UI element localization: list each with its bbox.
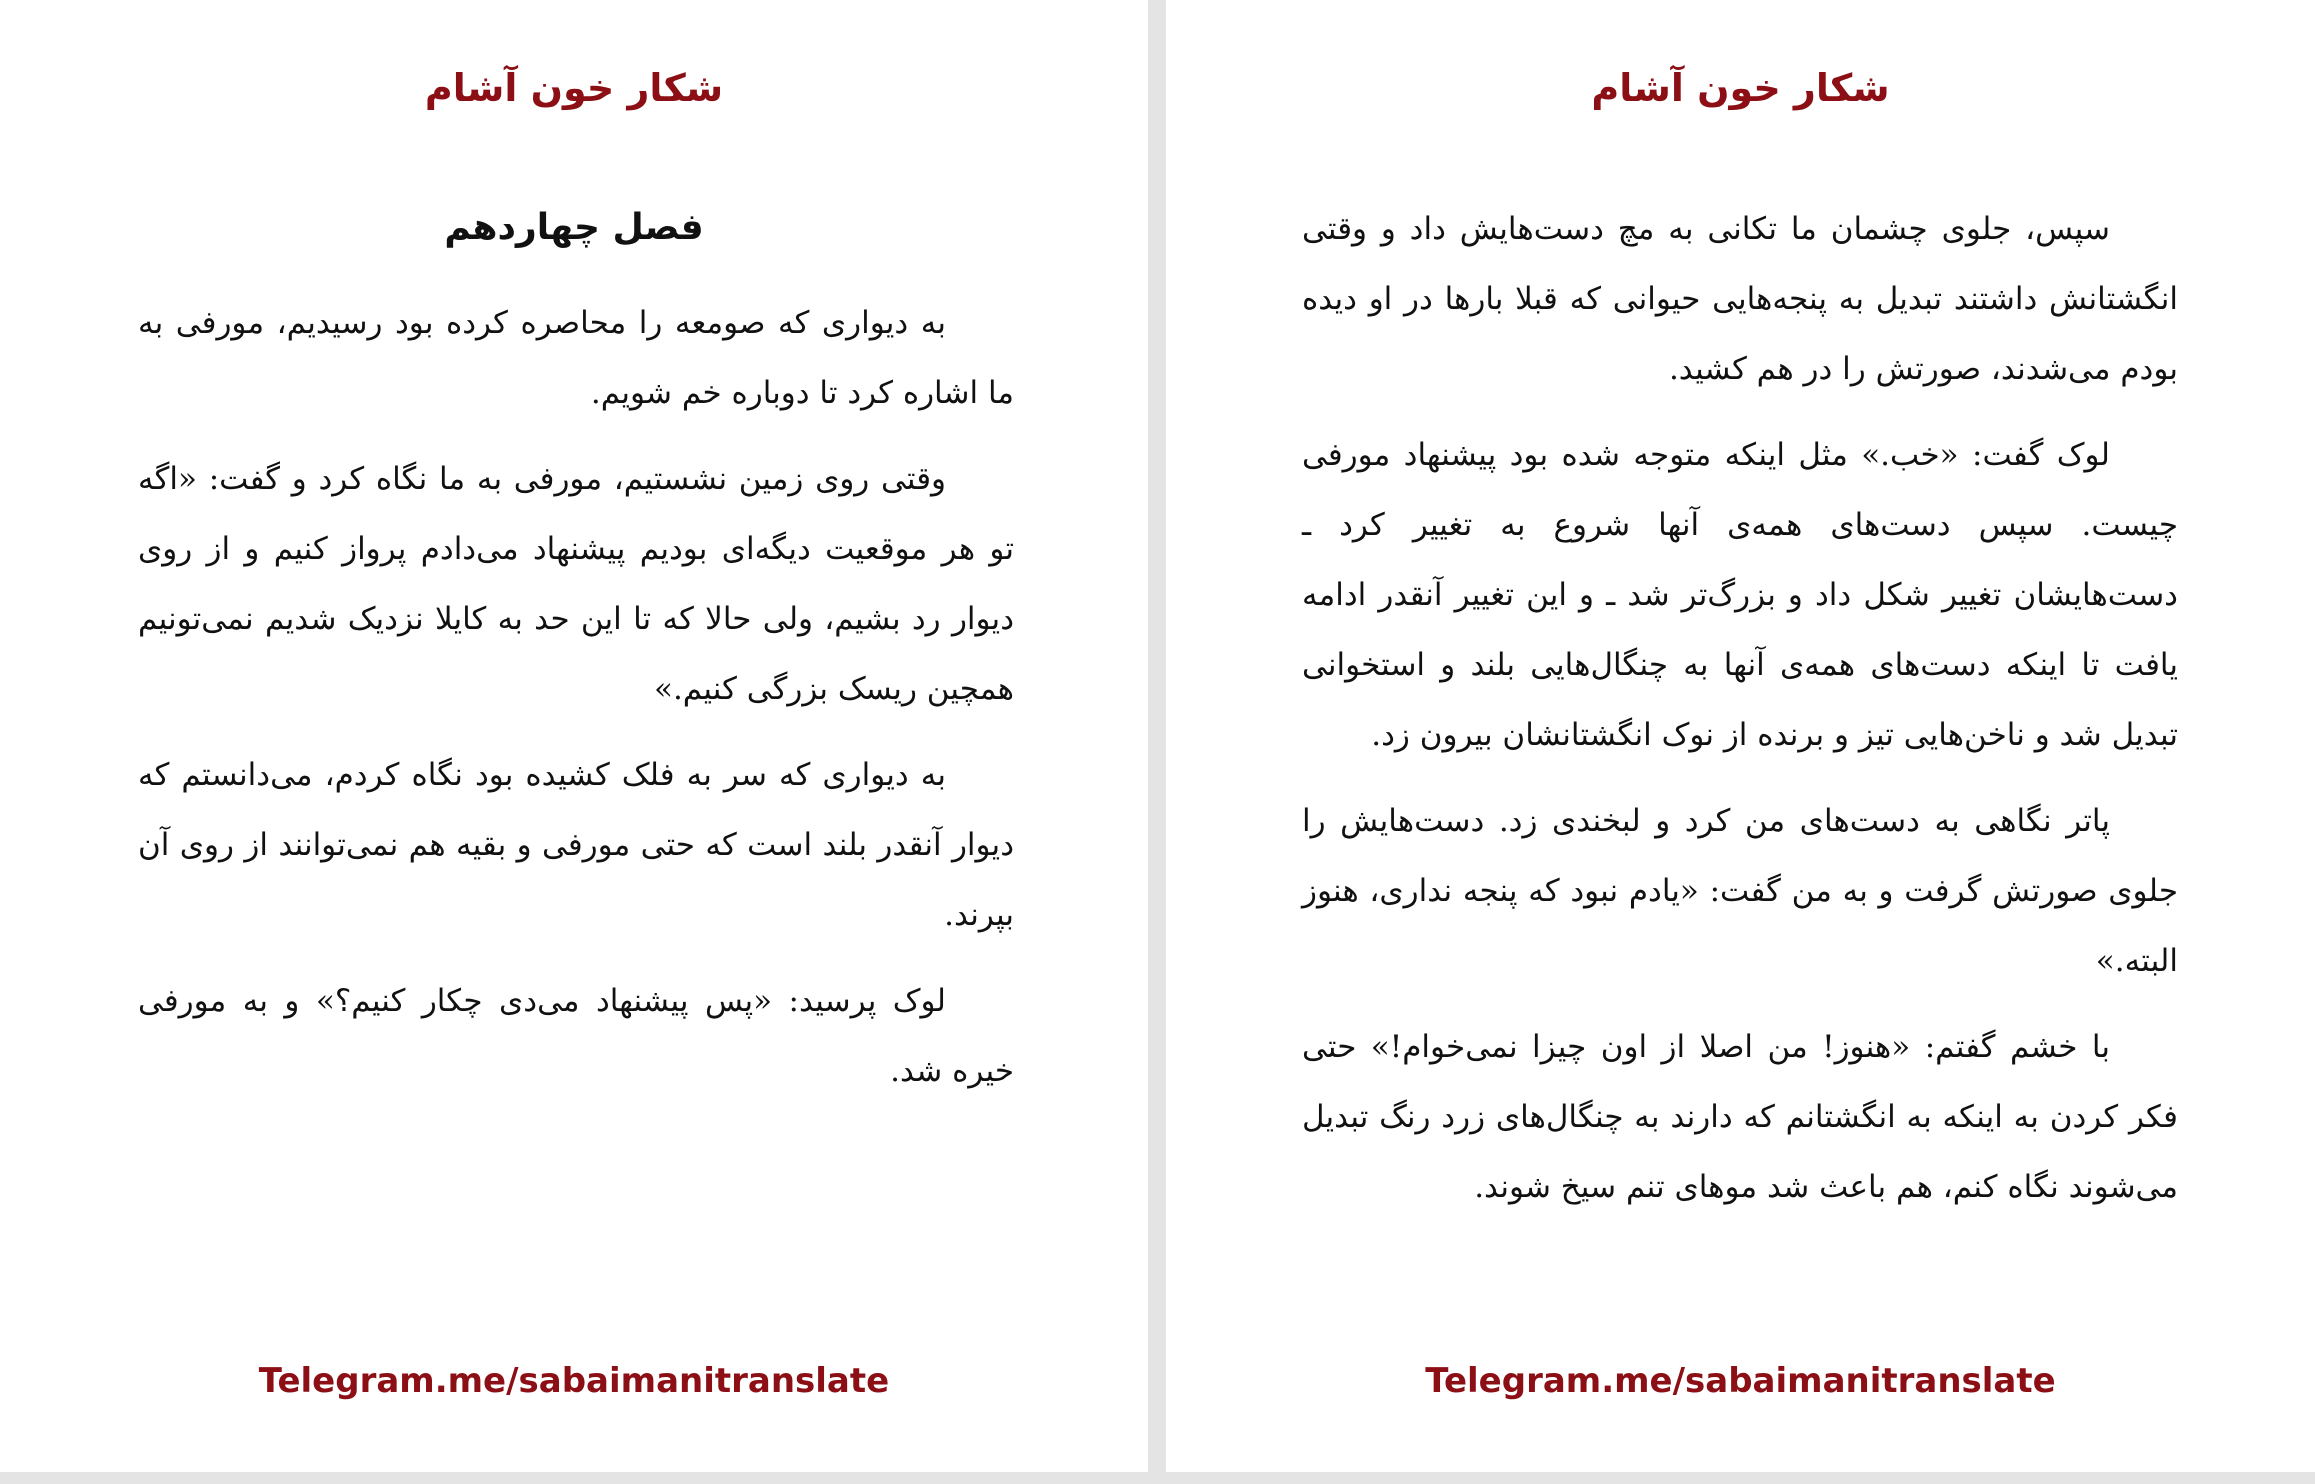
page-footer-link: Telegram.me/sabaimanitranslate — [258, 1361, 890, 1401]
page-header: شکار خون آشام — [1591, 66, 1890, 110]
paragraph: وقتی روی زمین نشستیم، مورفی به ما نگاه کرد و گفت: «اگه تو هر موقعیت دیگه‌ای بودیم پیشنهاد می‌دادم پرواز کنیم و از روی دیوار رد بشیم، ولی حالا که تا این حد به کایلا نزدیک شدیم نمی‌تونیم همچین ریسک بزرگی کنیم.» — [138, 461, 1014, 707]
paragraph: لوک گفت: «خب.» مثل اینکه متوجه شده بود پیشنهاد مورفی چیست. سپس دست‌های همه‌ی آنها شروع به تغییر کرد ـ دست‌هایشان تغییر شکل داد و بزرگ‌تر شد ـ و این تغییر آنقدر ادامه یافت تا اینکه دست‌های همه‌ی آنها به چنگال‌هایی بلند و استخوانی تبدیل شد و ناخن‌هایی تیز و برنده از نوک انگشتانشان بیرون زد. — [1302, 437, 2178, 753]
paragraph: پاتر نگاهی به دست‌های من کرد و لبخندی زد. دست‌هایش را جلوی صورتش گرفت و به من گفت: «یادم نبود که پنجه نداری، هنوز البته.» — [1302, 803, 2178, 979]
chapter-title: فصل چهاردهم — [444, 207, 704, 248]
page-body — [138, 288, 1014, 1122]
page-footer-link: Telegram.me/sabaimanitranslate — [1425, 1361, 2056, 1401]
paragraph: لوک پرسید: «پس پیشنهاد می‌دی چکار کنیم؟» و به مورفی خیره شد. — [138, 983, 1014, 1089]
page-header: شکار خون آشام — [424, 66, 724, 110]
paragraph: سپس، جلوی چشمان ما تکانی به مچ دست‌هایش داد و وقتی انگشتانش داشتند تبدیل به پنجه‌هایی حیوانی که قبلا بارها در او دیده بودم می‌شدند، صورتش را در هم کشید. — [1302, 211, 2178, 387]
page-right — [1166, 0, 2315, 1472]
paragraph: به دیواری که صومعه را محاصره کرده بود رسیدیم، مورفی به ما اشاره کرد تا دوباره خم شویم. — [138, 305, 1014, 411]
page-left — [0, 0, 1148, 1472]
paragraph: با خشم گفتم: «هنوز! من اصلا از اون چیزا نمی‌خوام!» حتی فکر کردن به اینکه به انگشتانم که دارند به چنگال‌های زرد رنگ تبدیل می‌شوند نگاه کنم، هم باعث شد موهای تنم سیخ شوند. — [1302, 1029, 2178, 1205]
page-body — [1302, 194, 2178, 1238]
paragraph: به دیواری که سر به فلک کشیده بود نگاه کردم، می‌دانستم که دیوار آنقدر بلند است که حتی مورفی و بقیه هم نمی‌توانند از روی آن بپرند. — [138, 757, 1014, 933]
